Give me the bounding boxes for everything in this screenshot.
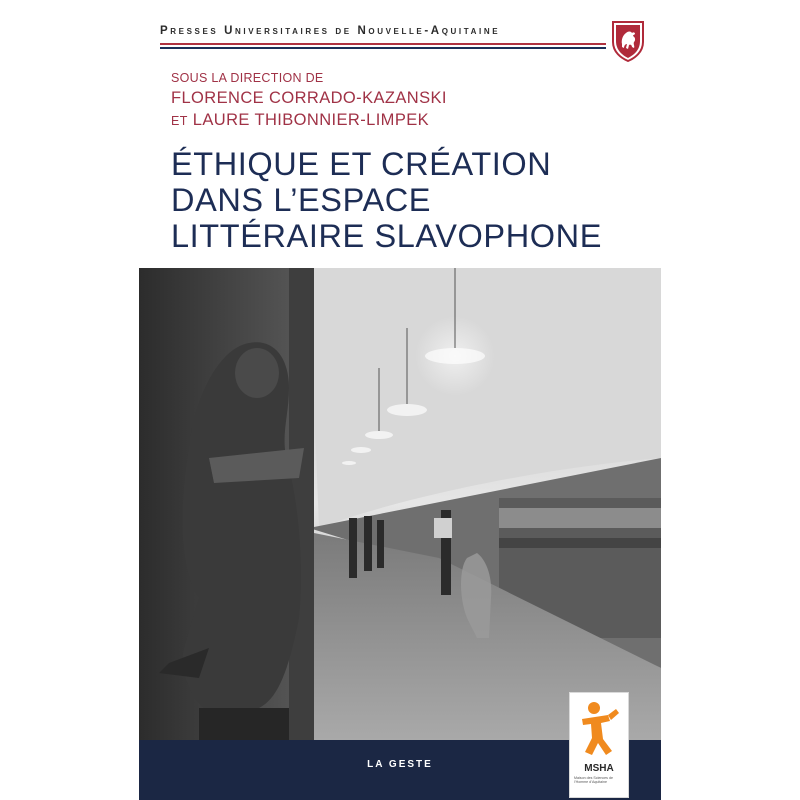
lion-shield-icon — [611, 20, 645, 62]
msha-figure-icon — [570, 695, 628, 763]
msha-subtitle: Maison des Sciences de l’Homme d’Aquitaine — [574, 776, 613, 785]
msha-name: MSHA — [584, 763, 614, 774]
editor-name-2-line — [171, 109, 447, 132]
publisher-rule-red — [160, 43, 606, 45]
title-line-3: LITTÉRAIRE SLAVOPHONE — [171, 218, 602, 254]
title-line-2: DANS L’ESPACE — [171, 182, 432, 218]
editors-block — [171, 70, 447, 132]
msha-logo-box — [569, 692, 629, 798]
editor-name-1: FLORENCE CORRADO-KAZANSKI — [171, 89, 447, 107]
title-line-1: ÉTHIQUE ET CRÉATION — [171, 146, 552, 182]
cover-photo-metro-station — [139, 268, 661, 740]
editor-name-2: LAURE THIBONNIER-LIMPEK — [192, 111, 430, 129]
book-cover — [139, 0, 661, 800]
book-title — [171, 146, 641, 254]
editors-conjunction: ET — [171, 114, 188, 128]
publisher-name-text: Presses Universitaires de Nouvelle-Aquitaine — [160, 25, 501, 37]
publisher-rule-blue — [160, 47, 606, 49]
editors-label: SOUS LA DIRECTION DE — [171, 71, 324, 85]
publisher-name — [160, 25, 500, 37]
collection-name: LA GESTE — [367, 759, 433, 770]
